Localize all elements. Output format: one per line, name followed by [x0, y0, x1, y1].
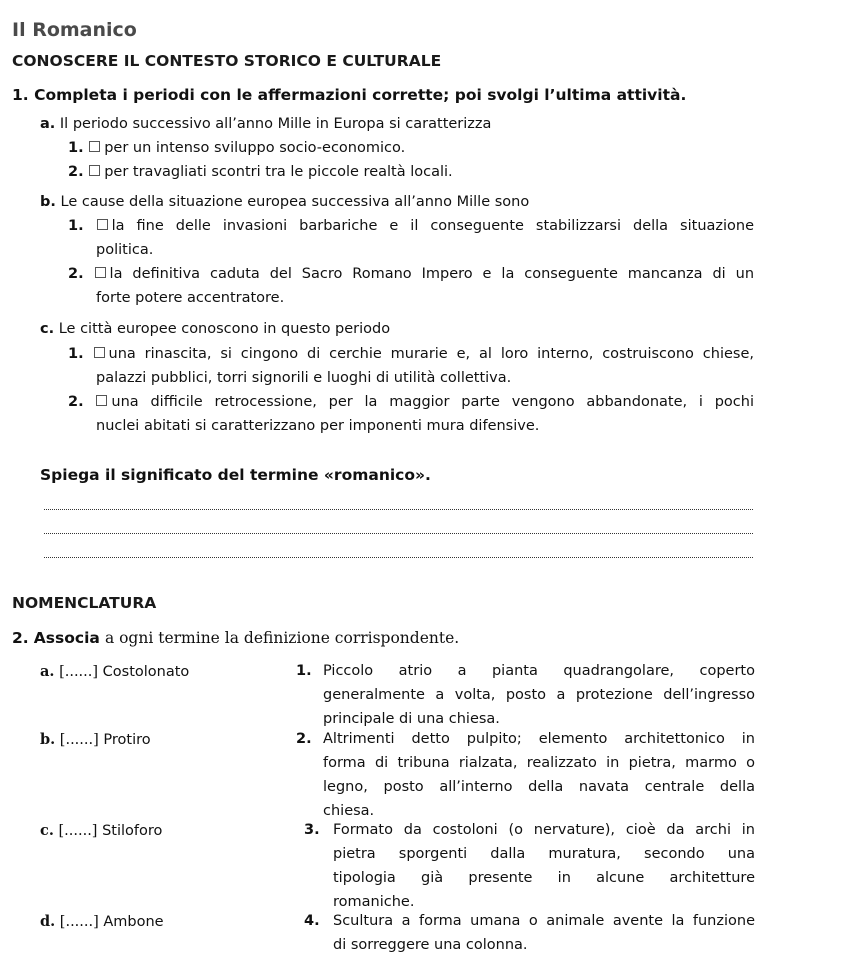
option-number: 1.: [68, 140, 84, 156]
item-b-stem: [40, 194, 529, 210]
checkbox-b2[interactable]: [95, 267, 106, 278]
definition-3-line: Formato da costoloni (o nervature), cioè da archi in: [333, 822, 755, 838]
item-c-option-2-cont: nuclei abitati si caratterizzano per imponenti mura difensive.: [96, 418, 540, 434]
answer-line-3[interactable]: [44, 557, 753, 558]
definition-2-number: 2.: [296, 731, 312, 747]
definition-3-line: romaniche.: [333, 894, 415, 910]
question-2: [12, 628, 459, 647]
item-b-option-2[interactable]: [68, 266, 754, 282]
question-2-text: a ogni termine la definizione corrispondente.: [104, 629, 460, 647]
definition-2-line: chiesa.: [323, 803, 375, 819]
item-c-stem: [40, 321, 390, 337]
checkbox-c2[interactable]: [96, 395, 107, 406]
definition-2-line: Altrimenti detto pulpito; elemento architettonico in: [323, 731, 755, 747]
option-text: una rinascita, si cingono di cerchie murarie e, al loro interno, costruiscono chiese,: [108, 346, 755, 362]
item-c-option-1[interactable]: [68, 346, 754, 362]
question-1: [12, 86, 686, 104]
item-a-stem: [40, 116, 491, 132]
definition-4-number: 4.: [304, 913, 320, 929]
term-text: Costolonato: [102, 664, 190, 680]
option-text: la fine delle invasioni barbariche e il conseguente stabilizzarsi della situazione: [111, 218, 755, 234]
answer-line-2[interactable]: [44, 533, 753, 534]
term-letter: c.: [40, 822, 54, 839]
question-1-number: 1.: [12, 86, 29, 104]
question-2-verb: Associa: [33, 629, 100, 647]
term-blank[interactable]: [......]: [58, 823, 98, 839]
item-b-text: Le cause della situazione europea successiva all’anno Mille sono: [60, 194, 530, 210]
page-title: Il Romanico: [12, 19, 137, 41]
option-number: 2.: [68, 266, 84, 282]
item-b-letter: b.: [40, 194, 56, 210]
explain-prompt: Spiega il significato del termine «romanico».: [40, 466, 431, 484]
item-c-letter: c.: [40, 321, 55, 337]
term-letter: d.: [40, 913, 56, 930]
option-number: 1.: [68, 218, 84, 234]
item-a-letter: a.: [40, 116, 56, 132]
term-c: [40, 822, 162, 839]
option-text: per travagliati scontri tra le piccole realtà locali.: [104, 164, 453, 180]
definition-4-line: di sorreggere una colonna.: [333, 937, 528, 953]
definition-1-line: Piccolo atrio a pianta quadrangolare, coperto: [323, 663, 755, 679]
option-number: 2.: [68, 164, 84, 180]
option-text: la definitiva caduta del Sacro Romano Impero e la conseguente mancanza di un: [109, 266, 755, 282]
checkbox-a1[interactable]: [89, 141, 100, 152]
answer-line-1[interactable]: [44, 509, 753, 510]
option-number: 1.: [68, 346, 84, 362]
definition-4-line: Scultura a forma umana o animale avente la funzione: [333, 913, 755, 929]
item-b-option-2-cont: forte potere accentratore.: [96, 290, 285, 306]
question-1-text: Completa i periodi con le affermazioni corrette; poi svolgi l’ultima attività.: [34, 86, 687, 104]
definition-3-line: pietra sporgenti dalla muratura, secondo una: [333, 846, 755, 862]
item-b-option-1-cont: politica.: [96, 242, 154, 258]
item-c-option-1-cont: palazzi pubblici, torri signorili e luoghi di utilità collettiva.: [96, 370, 512, 386]
term-letter: b.: [40, 731, 56, 748]
checkbox-a2[interactable]: [89, 165, 100, 176]
item-b-option-1[interactable]: [68, 218, 754, 234]
term-blank[interactable]: [......]: [59, 732, 99, 748]
definition-2-line: forma di tribuna rialzata, realizzato in pietra, marmo o: [323, 755, 755, 771]
term-letter: a.: [40, 663, 55, 680]
definition-2-line: legno, posto all’interno della navata centrale della: [323, 779, 755, 795]
option-text: una difficile retrocessione, per la maggior parte vengono abbandonate, i pochi: [111, 394, 754, 410]
term-text: Ambone: [103, 914, 164, 930]
term-d: [40, 913, 164, 930]
term-blank[interactable]: [......]: [59, 914, 99, 930]
item-c-text: Le città europee conoscono in questo periodo: [58, 321, 391, 337]
option-text: per un intenso sviluppo socio-economico.: [104, 140, 406, 156]
section-heading-nomenclature: NOMENCLATURA: [12, 594, 157, 612]
checkbox-b1[interactable]: [97, 219, 108, 230]
option-number: 2.: [68, 394, 84, 410]
term-blank[interactable]: [......]: [59, 664, 99, 680]
term-a: [40, 663, 189, 680]
definition-3-line: tipologia già presente in alcune architetture: [333, 870, 755, 886]
checkbox-c1[interactable]: [94, 347, 105, 358]
definition-1-number: 1.: [296, 663, 312, 679]
term-b: [40, 731, 151, 748]
item-a-option-2[interactable]: [68, 164, 453, 180]
item-c-option-2[interactable]: [68, 394, 754, 410]
question-2-number: 2.: [12, 629, 29, 647]
section-heading-context: CONOSCERE IL CONTESTO STORICO E CULTURALE: [12, 52, 442, 70]
definition-1-line: principale di una chiesa.: [323, 711, 500, 727]
term-text: Protiro: [103, 732, 151, 748]
definition-3-number: 3.: [304, 822, 320, 838]
definition-1-line: generalmente a volta, posto a protezione dell’ingresso: [323, 687, 755, 703]
item-a-text: Il periodo successivo all’anno Mille in Europa si caratterizza: [59, 116, 492, 132]
term-text: Stiloforo: [102, 823, 163, 839]
item-a-option-1[interactable]: [68, 140, 405, 156]
